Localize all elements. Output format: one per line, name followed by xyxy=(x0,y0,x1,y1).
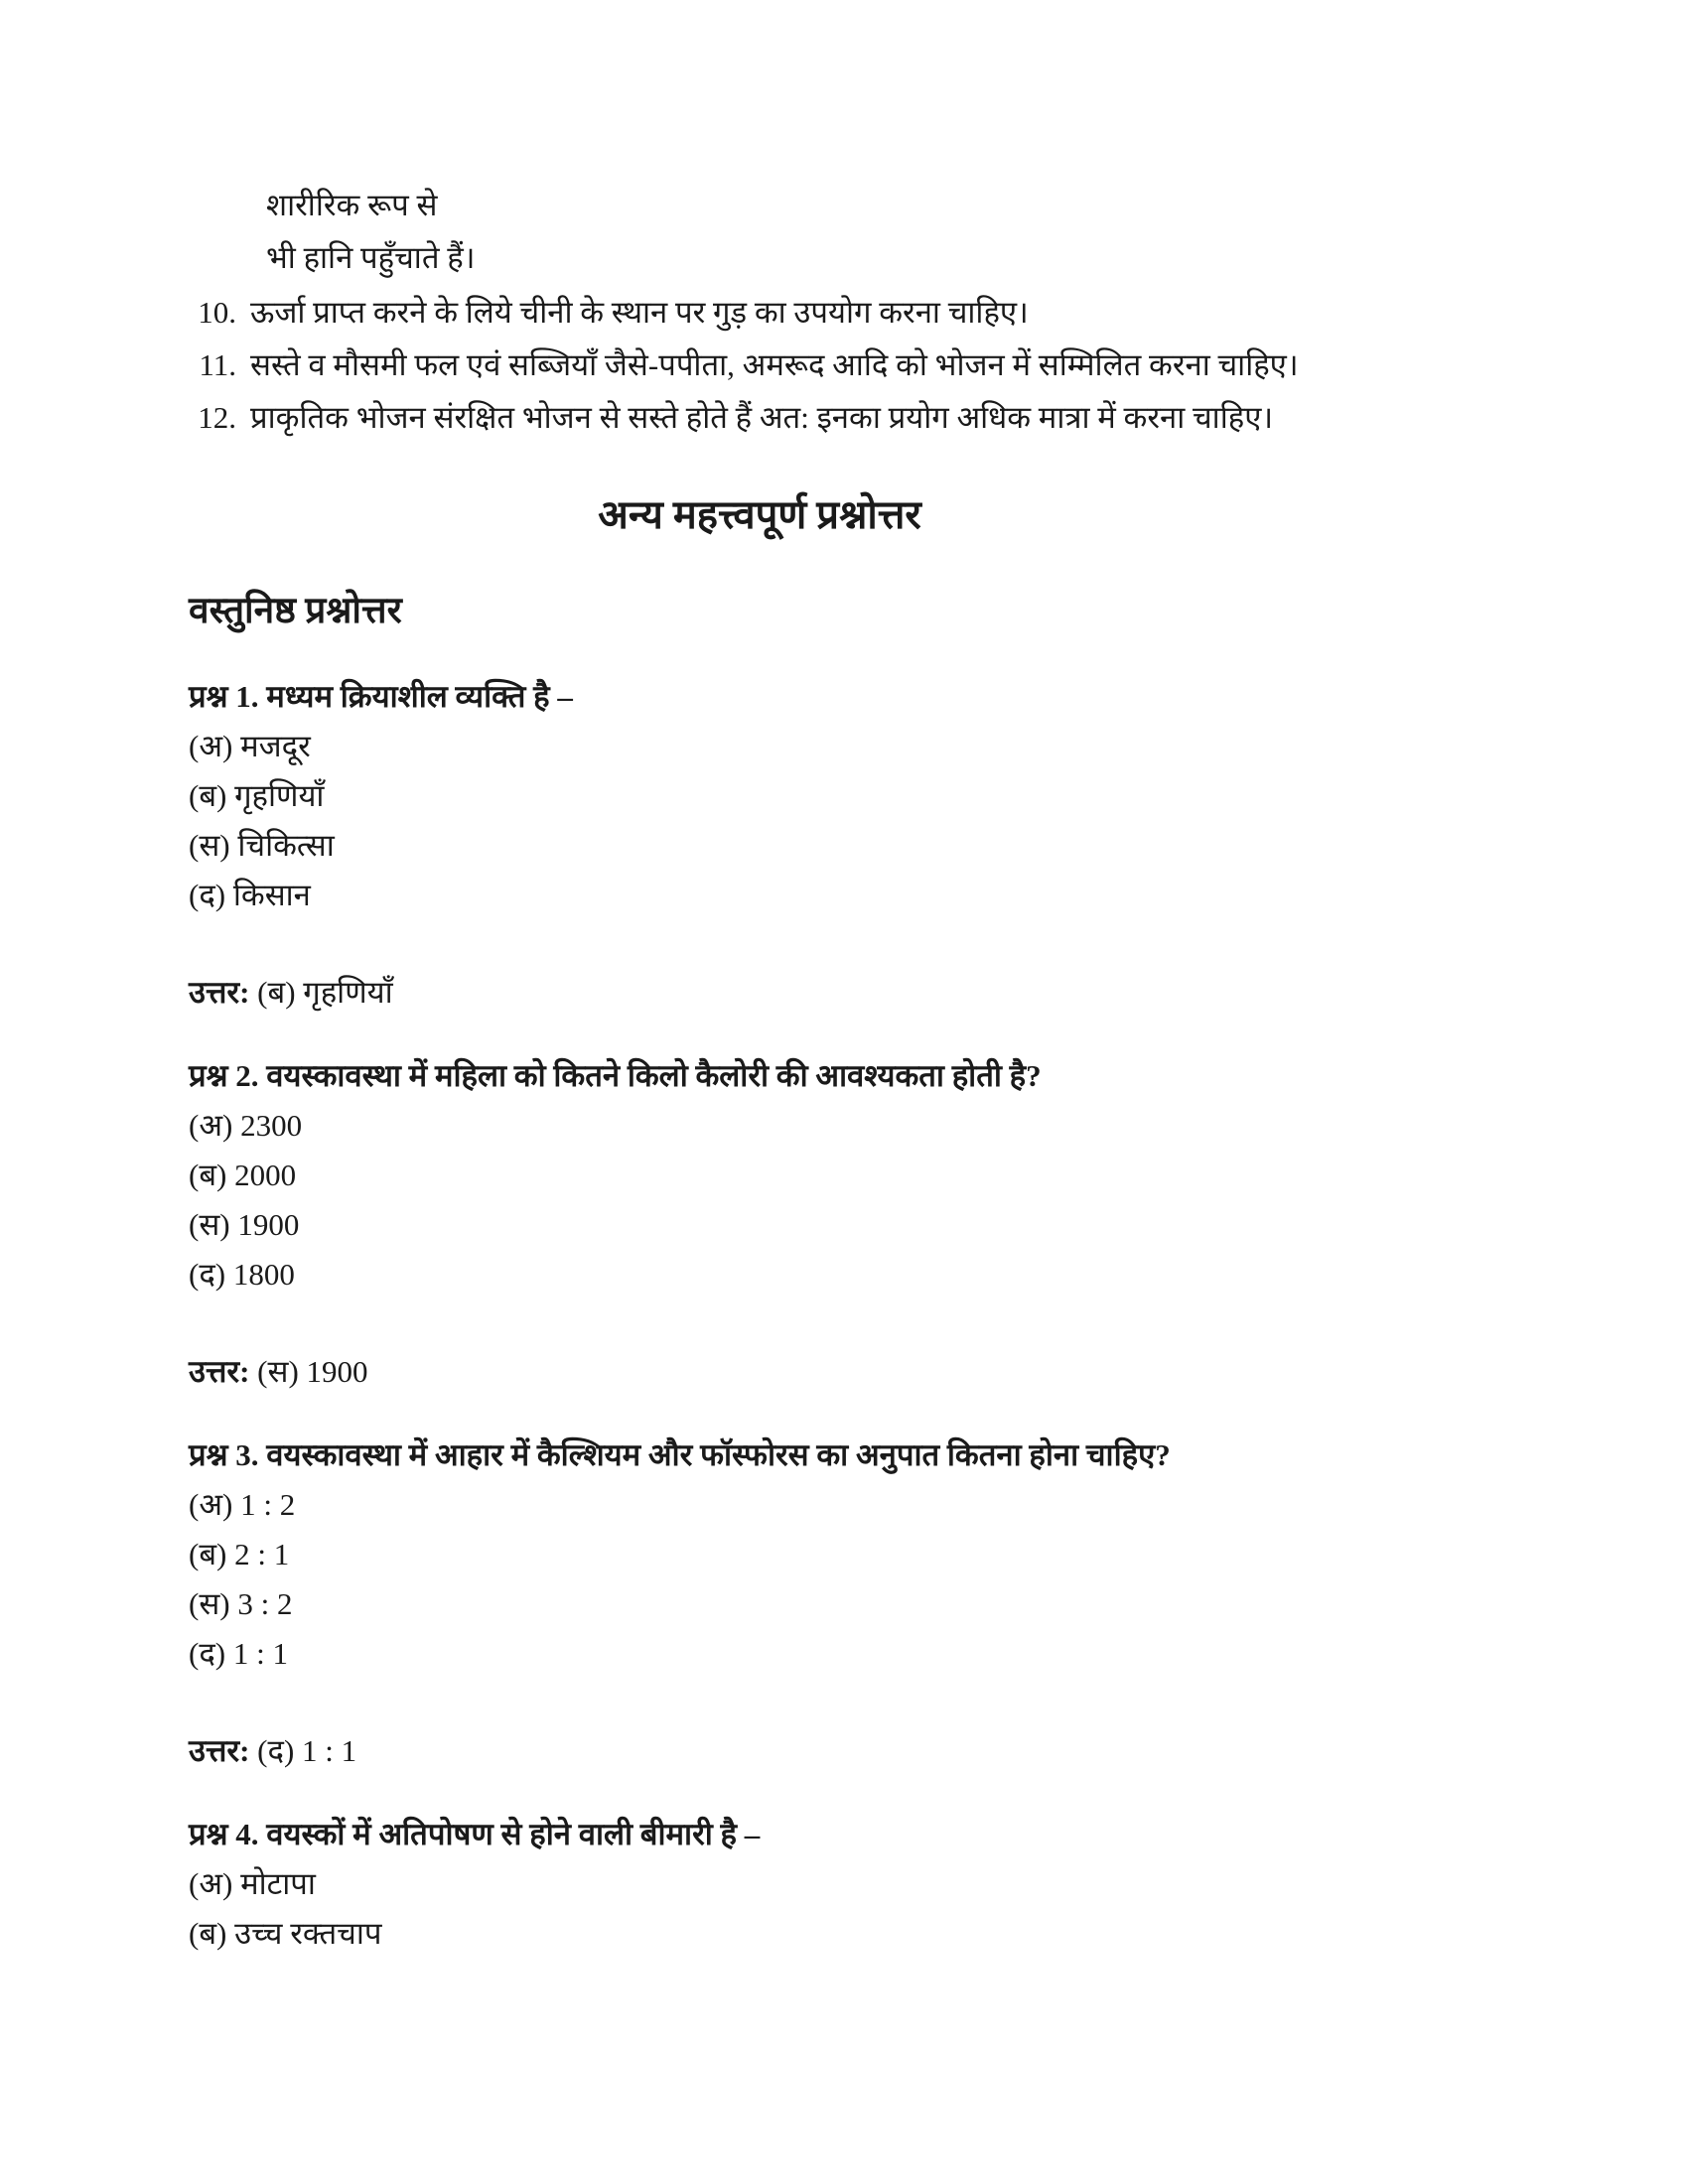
continuation-line: शारीरिक रूप से xyxy=(266,188,438,222)
option-item: (स) 1900 xyxy=(189,1207,300,1242)
page-title: अन्य महत्त्वपूर्ण प्रश्नोत्तर xyxy=(598,492,921,537)
option-list xyxy=(189,722,1479,920)
option-item: (द) किसान xyxy=(189,878,311,912)
continuation-line: भी हानि पहुँचाते हैं। xyxy=(266,240,476,275)
list-item-number: 11. xyxy=(199,347,236,382)
option-list xyxy=(189,1101,1479,1299)
option-item: (स) 3 : 2 xyxy=(189,1586,293,1621)
page-content xyxy=(189,179,1479,1959)
option-item: (ब) उच्च रक्तचाप xyxy=(189,1916,382,1951)
option-item: (द) 1800 xyxy=(189,1257,295,1292)
option-list xyxy=(189,1480,1479,1679)
list-item-number: 10. xyxy=(198,295,236,330)
answer-line xyxy=(189,1726,1479,1776)
answer-label: उत्तर: xyxy=(189,975,250,1010)
answer-label: उत्तर: xyxy=(189,1354,250,1389)
option-item: (ब) गृहणियाँ xyxy=(189,778,325,813)
question-title: प्रश्न 3. वयस्कावस्था में आहार में कैल्शियम और फॉस्फोरस का अनुपात कितना होना चाहिए? xyxy=(189,1437,1171,1472)
answer-line xyxy=(189,1347,1479,1397)
list-item-text: सस्ते व मौसमी फल एवं सब्जियाँ जैसे-पपीता, अमरूद आदि को भोजन में सम्मिलित करना चाहिए। xyxy=(250,347,1299,382)
question-block xyxy=(189,1810,1479,1959)
list-item-text: प्राकृतिक भोजन संरक्षित भोजन से सस्ते होते हैं अत: इनका प्रयोग अधिक मात्रा में करना चाहिए। xyxy=(250,400,1274,435)
option-item: (अ) 1 : 2 xyxy=(189,1487,296,1522)
option-item: (ब) 2 : 1 xyxy=(189,1537,290,1571)
option-item: (अ) 2300 xyxy=(189,1108,303,1143)
question-block xyxy=(189,672,1479,1018)
option-list xyxy=(189,1859,1479,1959)
option-item: (ब) 2000 xyxy=(189,1158,297,1192)
option-item: (द) 1 : 1 xyxy=(189,1636,288,1671)
continuation-text-block xyxy=(189,179,1479,284)
question-title: प्रश्न 4. वयस्कों में अतिपोषण से होने वाली बीमारी है – xyxy=(189,1817,761,1851)
numbered-list xyxy=(189,286,1479,444)
option-item: (अ) मजदूर xyxy=(189,729,311,763)
section-heading: वस्तुनिष्ठ प्रश्नोत्तर xyxy=(189,591,402,631)
list-item-number: 12. xyxy=(198,400,236,435)
list-item-text: ऊर्जा प्राप्त करने के लिये चीनी के स्थान पर गुड़ का उपयोग करना चाहिए। xyxy=(250,295,1029,330)
list-item xyxy=(189,286,1479,339)
answer-value: (स) 1900 xyxy=(257,1354,368,1389)
list-item xyxy=(189,339,1479,391)
answer-value: (द) 1 : 1 xyxy=(257,1733,357,1768)
question-block xyxy=(189,1431,1479,1776)
list-item xyxy=(189,391,1479,444)
option-item: (अ) मोटापा xyxy=(189,1866,316,1901)
option-item: (स) चिकित्सा xyxy=(189,828,335,863)
question-block xyxy=(189,1051,1479,1397)
question-title: प्रश्न 2. वयस्कावस्था में महिला को कितने किलो कैलोरी की आवश्यकता होती है? xyxy=(189,1058,1042,1093)
answer-value: (ब) गृहणियाँ xyxy=(257,975,393,1010)
question-title: प्रश्न 1. मध्यम क्रियाशील व्यक्ति है – xyxy=(189,679,573,714)
answer-label: उत्तर: xyxy=(189,1733,250,1768)
answer-line xyxy=(189,968,1479,1018)
